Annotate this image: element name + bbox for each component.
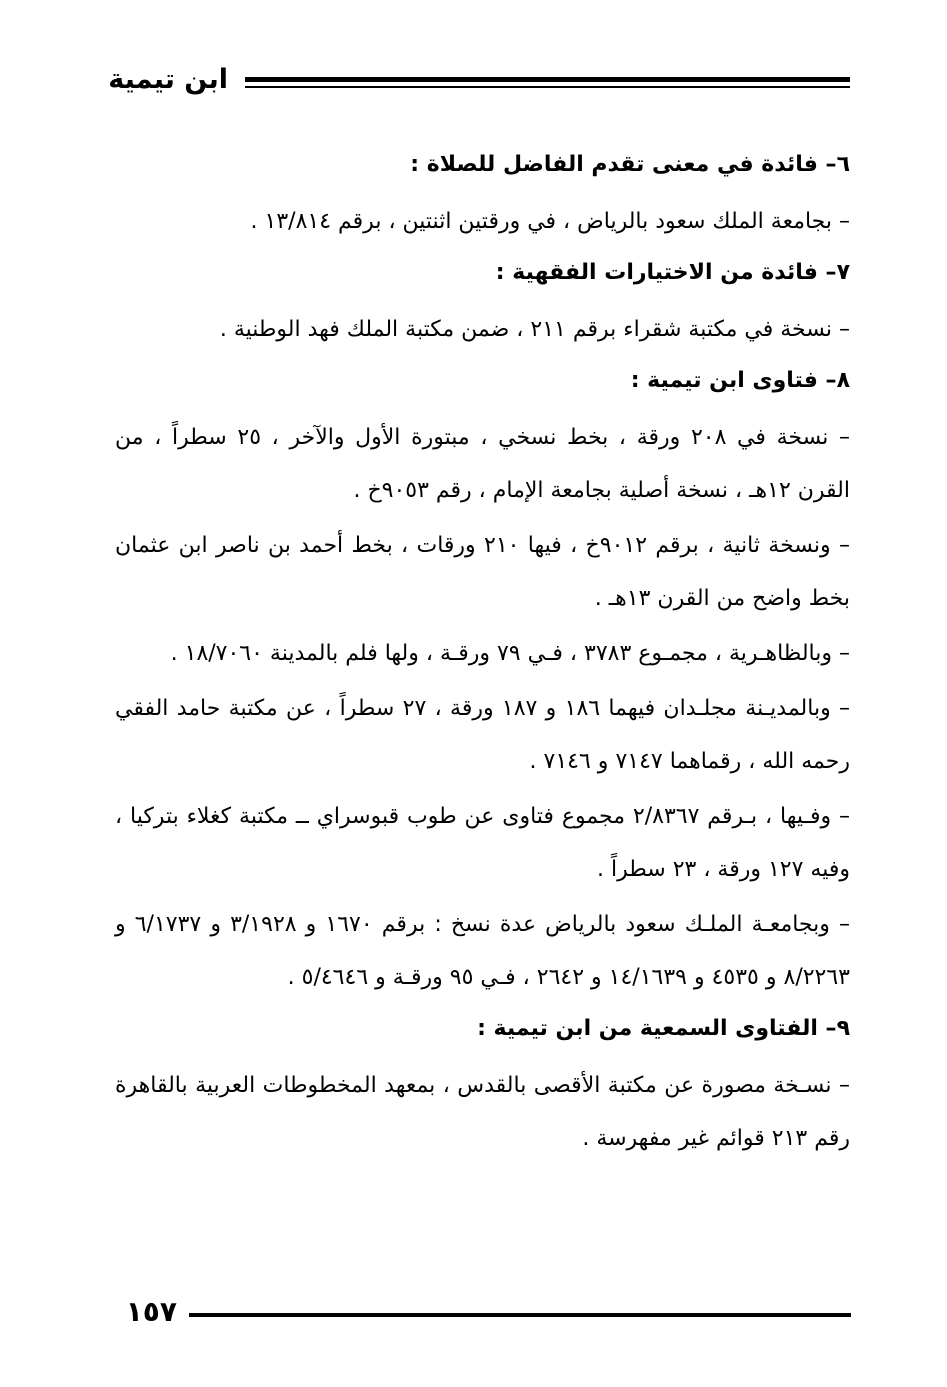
paragraph: – وبالمديـنة مجلـدان فيهما ١٨٦ و ١٨٧ ورقة ، ٢٧ سطراً ، عن مكتبة حامد الفقي رحمه الله ، رقماهما ٧١٤٧ و ٧١٤٦ . xyxy=(115,696,851,774)
paragraph: – نسخة في مكتبة شقراء برقم ٢١١ ، ضمن مكتبة الملك فهد الوطنية . xyxy=(219,317,850,342)
section-9 xyxy=(115,1004,850,1165)
section-8 xyxy=(115,356,850,1004)
section-6 xyxy=(115,140,850,248)
header-rule-thin xyxy=(245,86,850,88)
footer-rule xyxy=(189,1313,851,1317)
paragraph: – وبالظاهـرية ، مجمـوع ٣٧٨٣ ، فـي ٧٩ ورقـة ، ولها فلم بالمدينة ١٨/٧٠٦٠ . xyxy=(170,641,850,666)
paragraph: – وبجامعـة الملـك سعود بالرياض عدة نسخ : برقم ١٦٧٠ و ٣/١٩٢٨ و ٦/١٧٣٧ و ٨/٢٢٦٣ و ٤٥٣٥ و ١٤/١٦٣٩ و ٢٦٤٢ ، فـي ٩٥ ورقـة و ٥/٤٦٤٦ . xyxy=(115,912,850,990)
paragraph: – بجامعة الملك سعود بالرياض ، في ورقتين اثنتين ، برقم ١٣/٨١٤ . xyxy=(250,209,850,234)
paragraph: – وفـيها ، بـرقم ٢/٨٣٦٧ مجموع فتاوى عن طوب قبوسراي ــ مكتبة كغلاء بتركيا ، وفيه ١٢٧ ورقة ، ٢٣ سطراً . xyxy=(115,804,850,882)
page-header xyxy=(0,62,947,102)
paragraph: – نسخة في ٢٠٨ ورقة ، بخط نسخي ، مبتورة الأول والآخر ، ٢٥ سطراً ، من القرن ١٢هـ ، نسخة أصلية بجامعة الإمام ، رقم ٩٠٥٣خ . xyxy=(115,425,850,503)
paragraph: – ونسخة ثانية ، برقم ٩٠١٢خ ، فيها ٢١٠ ورقات ، بخط أحمد بن ناصر ابن عثمان بخط واضح من القرن ١٣هـ . xyxy=(115,533,850,611)
page-number: ١٥٧ xyxy=(125,1295,177,1328)
section-heading: ٧– فائدة من الاختيارات الفقهية : xyxy=(495,260,850,285)
running-title: ابن تيمية xyxy=(108,64,228,95)
section-heading: ٦– فائدة في معنى تقدم الفاضل للصلاة : xyxy=(410,152,850,177)
section-7 xyxy=(115,248,850,356)
paragraph: – نسـخة مصورة عن مكتبة الأقصى بالقدس ، بمعهد المخطوطات العربية بالقاهرة رقم ٢١٣ قوائم غير مفهرسة . xyxy=(115,1073,850,1151)
header-rule-thick xyxy=(245,77,850,82)
section-heading: ٩– الفتاوى السمعية من ابن تيمية : xyxy=(477,1016,850,1041)
page-body xyxy=(115,140,850,1165)
section-heading: ٨– فتاوى ابن تيمية : xyxy=(630,368,850,393)
page-footer xyxy=(0,1295,947,1335)
